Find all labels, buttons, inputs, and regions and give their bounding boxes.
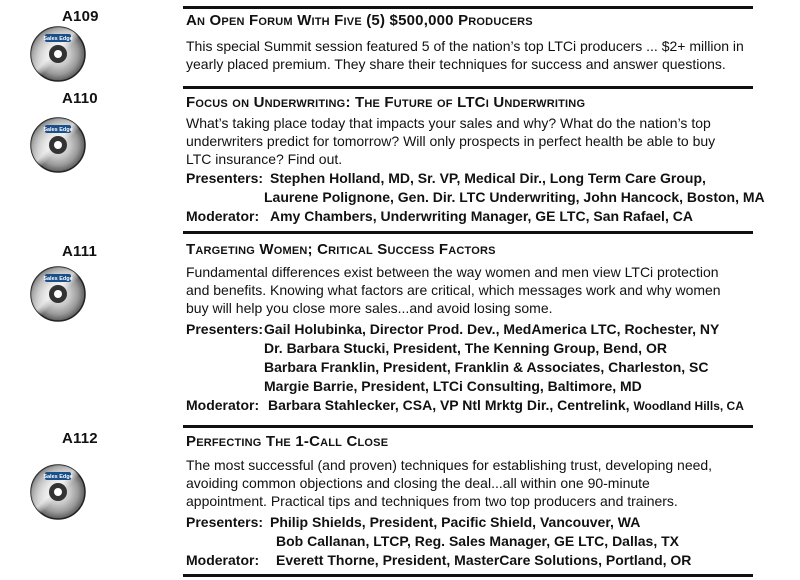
moderator-location: Woodland Hills, CA (633, 399, 744, 413)
moderator: Everett Thorne, President, MasterCare Solutions, Portland, OR (276, 552, 692, 568)
description-line: appointment. Practical tips and techniques from two top producers and trainers. (186, 493, 678, 509)
presenters-block (186, 169, 786, 226)
description-line: The most successful (and proven) techniques for establishing trust, developing need, (186, 457, 713, 473)
section-divider (183, 86, 753, 89)
description-line: Fundamental differences exist between the way women and men view LTCi protection (186, 264, 719, 280)
session-code: A109 (62, 8, 99, 25)
description-line: LTC insurance? Find out. (186, 151, 343, 167)
description-line: and benefits. Knowing what factors are critical, which messages work and why women (186, 282, 721, 298)
cd-label: Sales Edge (43, 36, 73, 42)
presenters-label: Presenters: (186, 514, 264, 530)
presenter: Laurene Polignone, Gen. Dir. LTC Underwriting, John Hancock, Boston, MA (264, 189, 765, 205)
session-title: An Open Forum With Five (5) $500,000 Producers (186, 12, 533, 29)
session-description (186, 263, 746, 317)
description-line: buy will help you close more sales...and avoid losing some. (186, 300, 553, 316)
presenters-label: Presenters: (186, 321, 264, 337)
moderator-label: Moderator: (186, 397, 260, 413)
presenter: Bob Callanan, LTCP, Reg. Sales Manager, GE LTC, Dallas, TX (276, 533, 679, 549)
moderator: Barbara Stahlecker, CSA, VP Ntl Mrktg Dir., Centrelink, (268, 397, 630, 413)
session-description (186, 114, 746, 168)
description-line: underwriters predict for tomorrow? Will only prospects in perfect health be able to buy (186, 133, 716, 149)
presenter: Philip Shields, President, Pacific Shield, Vancouver, WA (270, 514, 641, 530)
session-code: A110 (62, 90, 98, 107)
presenter: Stephen Holland, MD, Sr. VP, Medical Dir., Long Term Care Group, (270, 170, 706, 186)
presenters-block (186, 513, 786, 570)
moderator-label: Moderator: (186, 552, 260, 568)
cd-disc-icon (30, 464, 86, 520)
cd-disc-icon (30, 26, 86, 82)
session-title: Focus on Underwriting: The Future of LTCi Underwriting (186, 94, 586, 111)
description-line: yearly placed premium. They share their techniques for success and answer questions. (186, 56, 726, 72)
cd-disc-icon (30, 117, 86, 173)
session-code: A111 (62, 243, 98, 260)
session-description (186, 37, 746, 73)
description-line: This special Summit session featured 5 of the nation’s top LTCi producers ... $2+ million in (186, 38, 744, 54)
cd-label: Sales Edge (43, 276, 73, 282)
presenter: Barbara Franklin, President, Franklin & Associates, Charleston, SC (264, 359, 709, 375)
cd-label: Sales Edge (43, 127, 73, 133)
session-code: A112 (62, 430, 98, 447)
session-title: Perfecting The 1-Call Close (186, 433, 389, 450)
section-divider (183, 231, 753, 234)
moderator: Amy Chambers, Underwriting Manager, GE LTC, San Rafael, CA (270, 208, 693, 224)
description-line: avoiding common objections and closing the deal...all within one 90-minute (186, 475, 650, 491)
presenter: Dr. Barbara Stucki, President, The Kenning Group, Bend, OR (264, 340, 667, 356)
presenters-label: Presenters: (186, 170, 264, 186)
cd-disc-icon (30, 266, 86, 322)
presenter: Gail Holubinka, Director Prod. Dev., MedAmerica LTC, Rochester, NY (264, 321, 720, 337)
session-title: Targeting Women; Critical Success Factors (186, 241, 496, 258)
session-description (186, 456, 746, 510)
section-divider (183, 574, 753, 577)
moderator-label: Moderator: (186, 208, 260, 224)
section-divider (183, 425, 753, 428)
section-divider (183, 6, 753, 9)
presenters-block (186, 320, 786, 416)
presenter: Margie Barrie, President, LTCi Consulting, Baltimore, MD (264, 378, 642, 394)
cd-label: Sales Edge (43, 474, 73, 480)
description-line: What’s taking place today that impacts your sales and why? What do the nation’s top (186, 115, 711, 131)
